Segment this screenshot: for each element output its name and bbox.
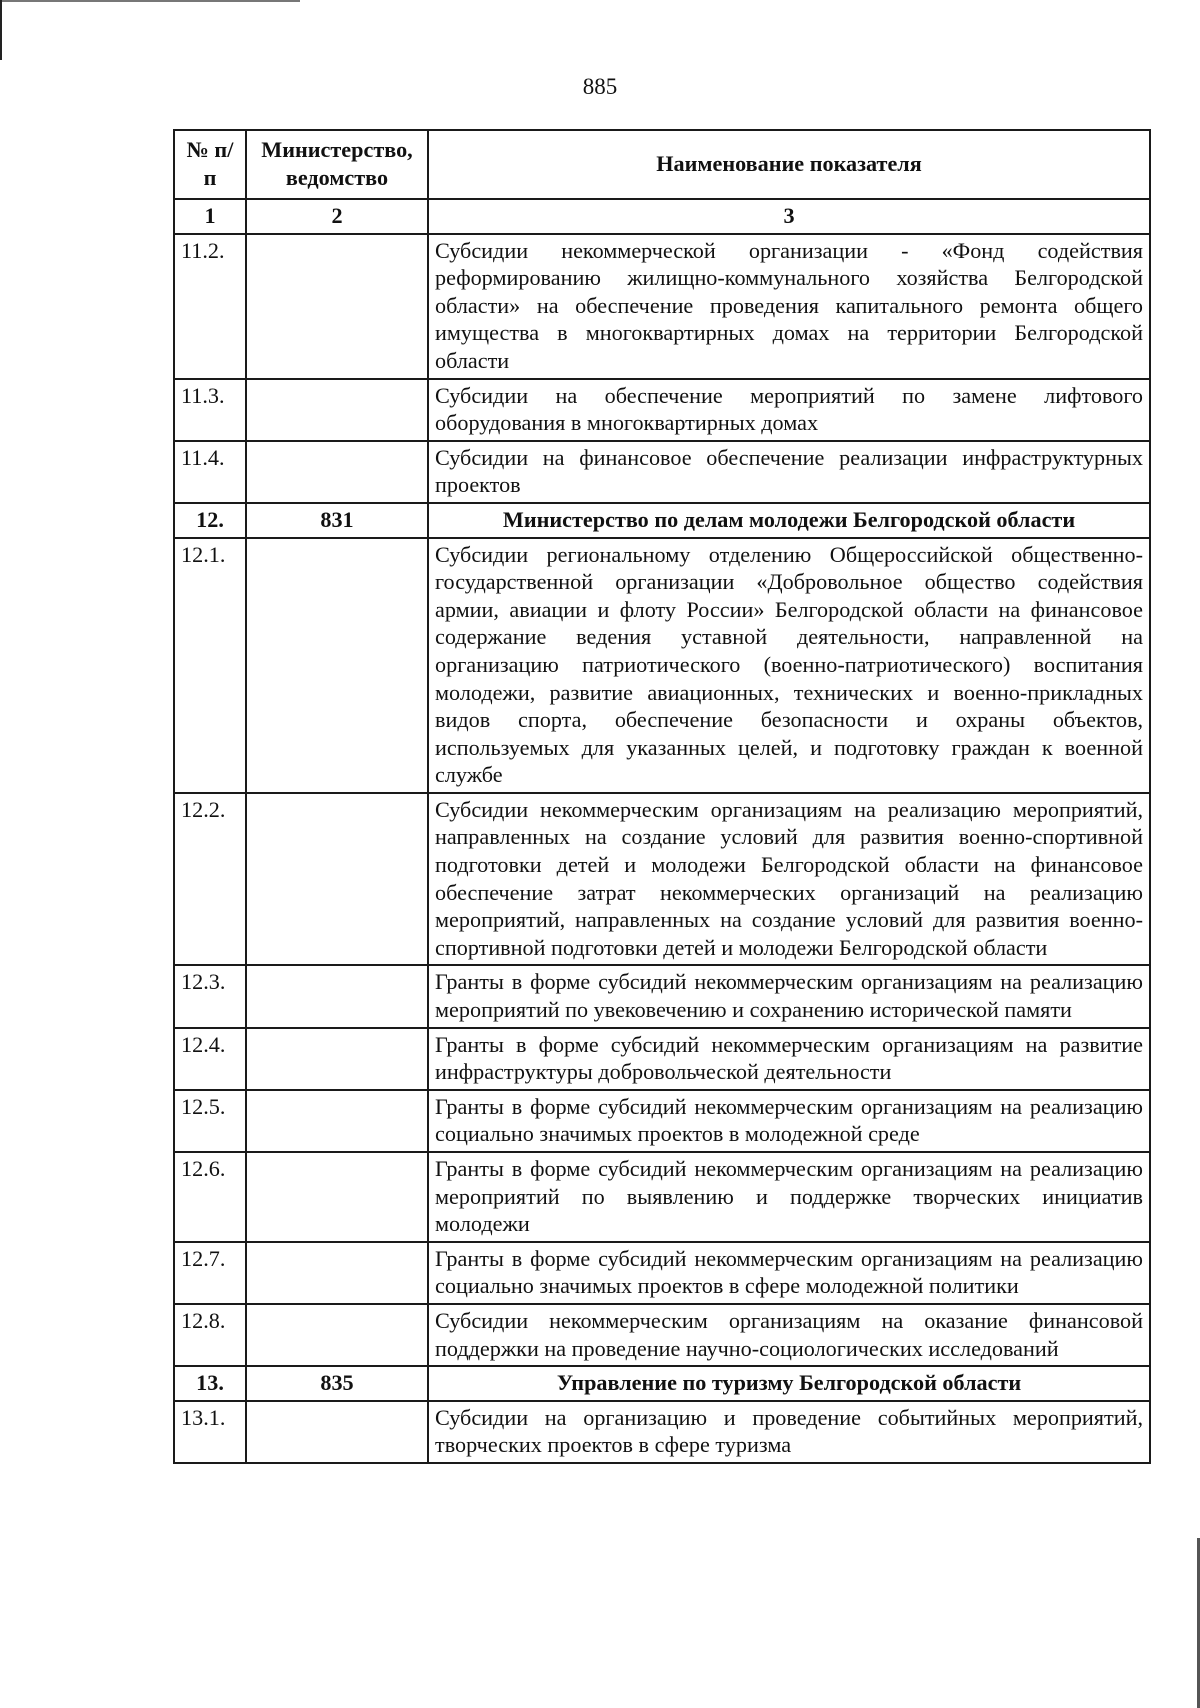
row-ministry-code (246, 1242, 428, 1304)
row-number: 13.1. (174, 1401, 246, 1463)
table-row (174, 538, 1150, 793)
section-number: 12. (174, 503, 246, 538)
scan-edge-mark-top (0, 0, 300, 2)
row-indicator-text: Субсидии некоммерческим организациям на оказание финансовой поддержки на проведение научно-социологических исследований (428, 1304, 1150, 1366)
row-ministry-code (246, 1401, 428, 1463)
row-number: 12.8. (174, 1304, 246, 1366)
row-indicator-text: Гранты в форме субсидий некоммерческим организациям на реализацию мероприятий по выявлению и поддержке творческих инициатив молодежи (428, 1152, 1150, 1242)
table-row (174, 1401, 1150, 1463)
section-ministry-code: 831 (246, 503, 428, 538)
table-row (174, 1090, 1150, 1152)
row-indicator-text: Субсидии некоммерческой организации - «Фонд содействия реформированию жилищно-коммунального хозяйства Белгородской области» на обеспечение проведения капитального ремонта общего имущества в многоквартирных домах на территории Белгородской области (428, 234, 1150, 379)
row-ministry-code (246, 538, 428, 793)
row-number: 11.2. (174, 234, 246, 379)
row-ministry-code (246, 379, 428, 441)
row-number: 12.7. (174, 1242, 246, 1304)
page-number: 885 (582, 74, 618, 99)
row-ministry-code (246, 1152, 428, 1242)
table-row (174, 1304, 1150, 1366)
row-indicator-text: Гранты в форме субсидий некоммерческим организациям на реализацию социально значимых проектов в молодежной среде (428, 1090, 1150, 1152)
table-row (174, 234, 1150, 379)
column-number-row (174, 199, 1150, 234)
table-row (174, 379, 1150, 441)
row-indicator-text: Субсидии некоммерческим организациям на реализацию мероприятий, направленных на создание условий для развития военно-спортивной подготовки детей и молодежи Белгородской области на финансовое обеспечение затрат некоммерческих организаций на реализацию мероприятий, направленных на создание условий для развития военно-спортивной подготовки детей и молодежи Белгородской области (428, 793, 1150, 966)
table-row (174, 1152, 1150, 1242)
row-number: 12.4. (174, 1028, 246, 1090)
row-number: 12.1. (174, 538, 246, 793)
row-number: 12.2. (174, 793, 246, 966)
row-ministry-code (246, 441, 428, 503)
row-indicator-text: Субсидии на финансовое обеспечение реализации инфраструктурных проектов (428, 441, 1150, 503)
column-number-3: 3 (428, 199, 1150, 234)
header-num: № п/п (174, 130, 246, 199)
section-title: Управление по туризму Белгородской области (428, 1366, 1150, 1401)
row-ministry-code (246, 1304, 428, 1366)
row-number: 11.4. (174, 441, 246, 503)
row-ministry-code (246, 1028, 428, 1090)
row-indicator-text: Гранты в форме субсидий некоммерческим организациям на развитие инфраструктуры добровольческой деятельности (428, 1028, 1150, 1090)
header-indicator: Наименование показателя (428, 130, 1150, 199)
row-indicator-text: Субсидии региональному отделению Общероссийской общественно-государственной организации «Добровольное общество содействия армии, авиации и флоту России» Белгородской области на финансовое содержание ведения уставной деятельности, направленной на организацию патриотического (военно-патриотического) воспитания молодежи, развитие авиационных, технических и военно-прикладных видов спорта, обеспечение безопасности и охраны объектов, используемых для указанных целей, и подготовку граждан к военной службе (428, 538, 1150, 793)
section-row-ministry-youth (174, 503, 1150, 538)
table-row (174, 965, 1150, 1027)
row-ministry-code (246, 1090, 428, 1152)
row-indicator-text: Гранты в форме субсидий некоммерческим организациям на реализацию мероприятий по увековечению и сохранению исторической памяти (428, 965, 1150, 1027)
row-number: 12.3. (174, 965, 246, 1027)
table-header-row (174, 130, 1150, 199)
header-ministry: Министерство, ведомство (246, 130, 428, 199)
row-indicator-text: Субсидии на обеспечение мероприятий по замене лифтового оборудования в многоквартирных домах (428, 379, 1150, 441)
table-row (174, 793, 1150, 966)
table-row (174, 441, 1150, 503)
section-row-tourism (174, 1366, 1150, 1401)
section-ministry-code: 835 (246, 1366, 428, 1401)
table-row (174, 1028, 1150, 1090)
column-number-2: 2 (246, 199, 428, 234)
column-number-1: 1 (174, 199, 246, 234)
row-ministry-code (246, 234, 428, 379)
section-title: Министерство по делам молодежи Белгородской области (428, 503, 1150, 538)
section-number: 13. (174, 1366, 246, 1401)
indicator-table (173, 129, 1151, 1464)
row-number: 12.6. (174, 1152, 246, 1242)
row-ministry-code (246, 793, 428, 966)
row-number: 11.3. (174, 379, 246, 441)
row-indicator-text: Гранты в форме субсидий некоммерческим организациям на реализацию социально значимых проектов в сфере молодежной политики (428, 1242, 1150, 1304)
scan-edge-mark-left (0, 0, 2, 60)
row-number: 12.5. (174, 1090, 246, 1152)
table-row (174, 1242, 1150, 1304)
row-ministry-code (246, 965, 428, 1027)
row-indicator-text: Субсидии на организацию и проведение событийных мероприятий, творческих проектов в сфере туризма (428, 1401, 1150, 1463)
